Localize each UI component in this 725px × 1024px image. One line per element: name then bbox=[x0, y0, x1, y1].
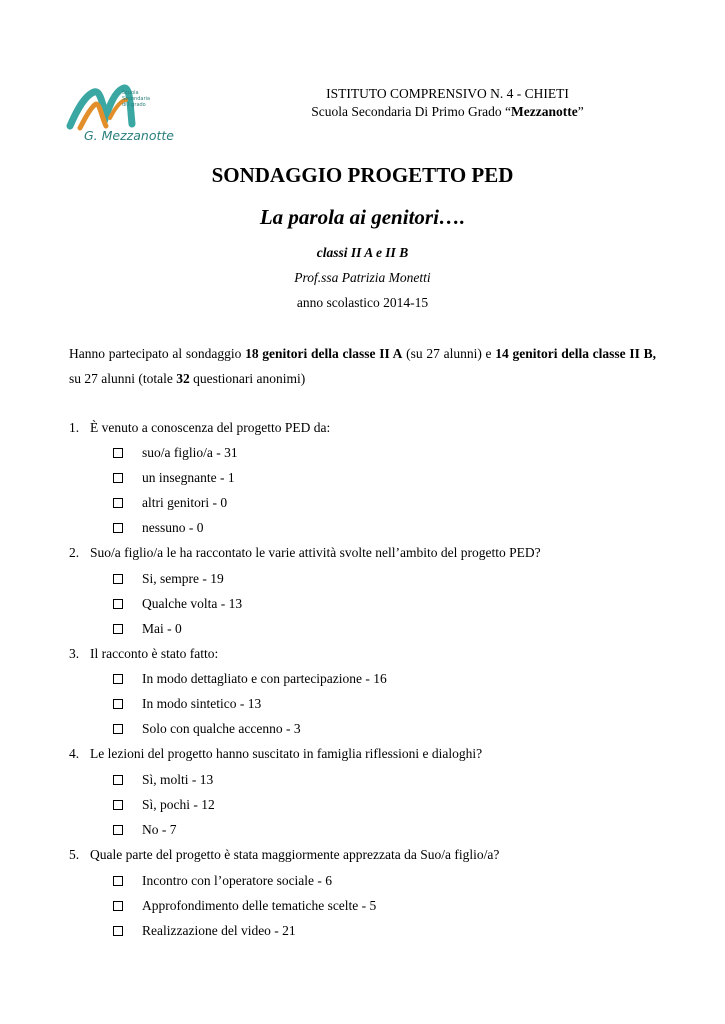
teacher-line: Prof.ssa Patrizia Monetti bbox=[294, 270, 431, 285]
svg-text:di I grado: di I grado bbox=[122, 102, 146, 108]
checkbox-icon[interactable] bbox=[113, 599, 123, 609]
question-5-option[interactable]: Approfondimento delle tematiche scelte - 5 bbox=[113, 898, 376, 914]
question-1: 1. È venuto a conoscenza del progetto PED da: bbox=[69, 420, 331, 435]
checkbox-icon[interactable] bbox=[113, 775, 123, 785]
checkbox-icon[interactable] bbox=[113, 674, 123, 684]
question-2-option[interactable]: Si, sempre - 19 bbox=[113, 571, 224, 587]
question-4-option[interactable]: Sì, molti - 13 bbox=[113, 772, 213, 788]
school-year-line: anno scolastico 2014-15 bbox=[296, 295, 429, 310]
intro-paragraph: Hanno partecipato al sondaggio 18 genitori della classe II A (su 27 alunni) e 14 genitori della classe II B, su 27 alunni (totale 32 questionari anonimi) bbox=[69, 346, 657, 386]
question-2-option[interactable]: Mai - 0 bbox=[113, 621, 182, 637]
document-title: SONDAGGIO PROGETTO PED bbox=[211, 163, 514, 187]
question-1-option[interactable]: altri genitori - 0 bbox=[113, 495, 227, 511]
checkbox-icon[interactable] bbox=[113, 901, 123, 911]
checkbox-icon[interactable] bbox=[113, 699, 123, 709]
checkbox-icon[interactable] bbox=[113, 724, 123, 734]
document-subtitle: La parola ai genitori…. bbox=[259, 205, 466, 229]
question-3: 3. Il racconto è stato fatto: bbox=[69, 646, 219, 661]
checkbox-icon[interactable] bbox=[113, 800, 123, 810]
question-4: 4. Le lezioni del progetto hanno suscitato in famiglia riflessioni e dialoghi? bbox=[69, 746, 483, 761]
question-1-option[interactable]: nessuno - 0 bbox=[113, 520, 204, 536]
checkbox-icon[interactable] bbox=[113, 574, 123, 584]
question-4-option[interactable]: No - 7 bbox=[113, 822, 177, 838]
checkbox-icon[interactable] bbox=[113, 498, 123, 508]
question-2: 2. Suo/a figlio/a le ha raccontato le varie attività svolte nell’ambito del progetto PED? bbox=[69, 545, 541, 560]
checkbox-icon[interactable] bbox=[113, 473, 123, 483]
question-5: 5. Quale parte del progetto è stata maggiormente apprezzata da Suo/a figlio/a? bbox=[69, 847, 500, 862]
classes-line: classi II A e II B bbox=[316, 245, 409, 260]
svg-text:Scuola: Scuola bbox=[122, 90, 139, 96]
school-logo bbox=[66, 82, 182, 144]
checkbox-icon[interactable] bbox=[113, 926, 123, 936]
question-3-option[interactable]: In modo sintetico - 13 bbox=[113, 696, 261, 712]
question-1-option[interactable]: un insegnante - 1 bbox=[113, 470, 235, 486]
institute-name: ISTITUTO COMPRENSIVO N. 4 - CHIETI bbox=[326, 86, 569, 101]
question-2-option[interactable]: Qualche volta - 13 bbox=[113, 596, 242, 612]
school-name: Scuola Secondaria Di Primo Grado “Mezzanotte” bbox=[311, 104, 584, 119]
question-4-option[interactable]: Sì, pochi - 12 bbox=[113, 797, 215, 813]
question-3-option[interactable]: Solo con qualche accenno - 3 bbox=[113, 721, 301, 737]
checkbox-icon[interactable] bbox=[113, 825, 123, 835]
question-5-option[interactable]: Incontro con l’operatore sociale - 6 bbox=[113, 873, 332, 889]
checkbox-icon[interactable] bbox=[113, 523, 123, 533]
checkbox-icon[interactable] bbox=[113, 448, 123, 458]
question-5-option[interactable]: Realizzazione del video - 21 bbox=[113, 923, 296, 939]
svg-text:G. Mezzanotte: G. Mezzanotte bbox=[84, 128, 174, 143]
question-1-option[interactable]: suo/a figlio/a - 31 bbox=[113, 445, 238, 461]
checkbox-icon[interactable] bbox=[113, 624, 123, 634]
question-3-option[interactable]: In modo dettagliato e con partecipazione - 16 bbox=[113, 671, 387, 687]
checkbox-icon[interactable] bbox=[113, 876, 123, 886]
svg-text:Secondaria: Secondaria bbox=[122, 96, 150, 102]
